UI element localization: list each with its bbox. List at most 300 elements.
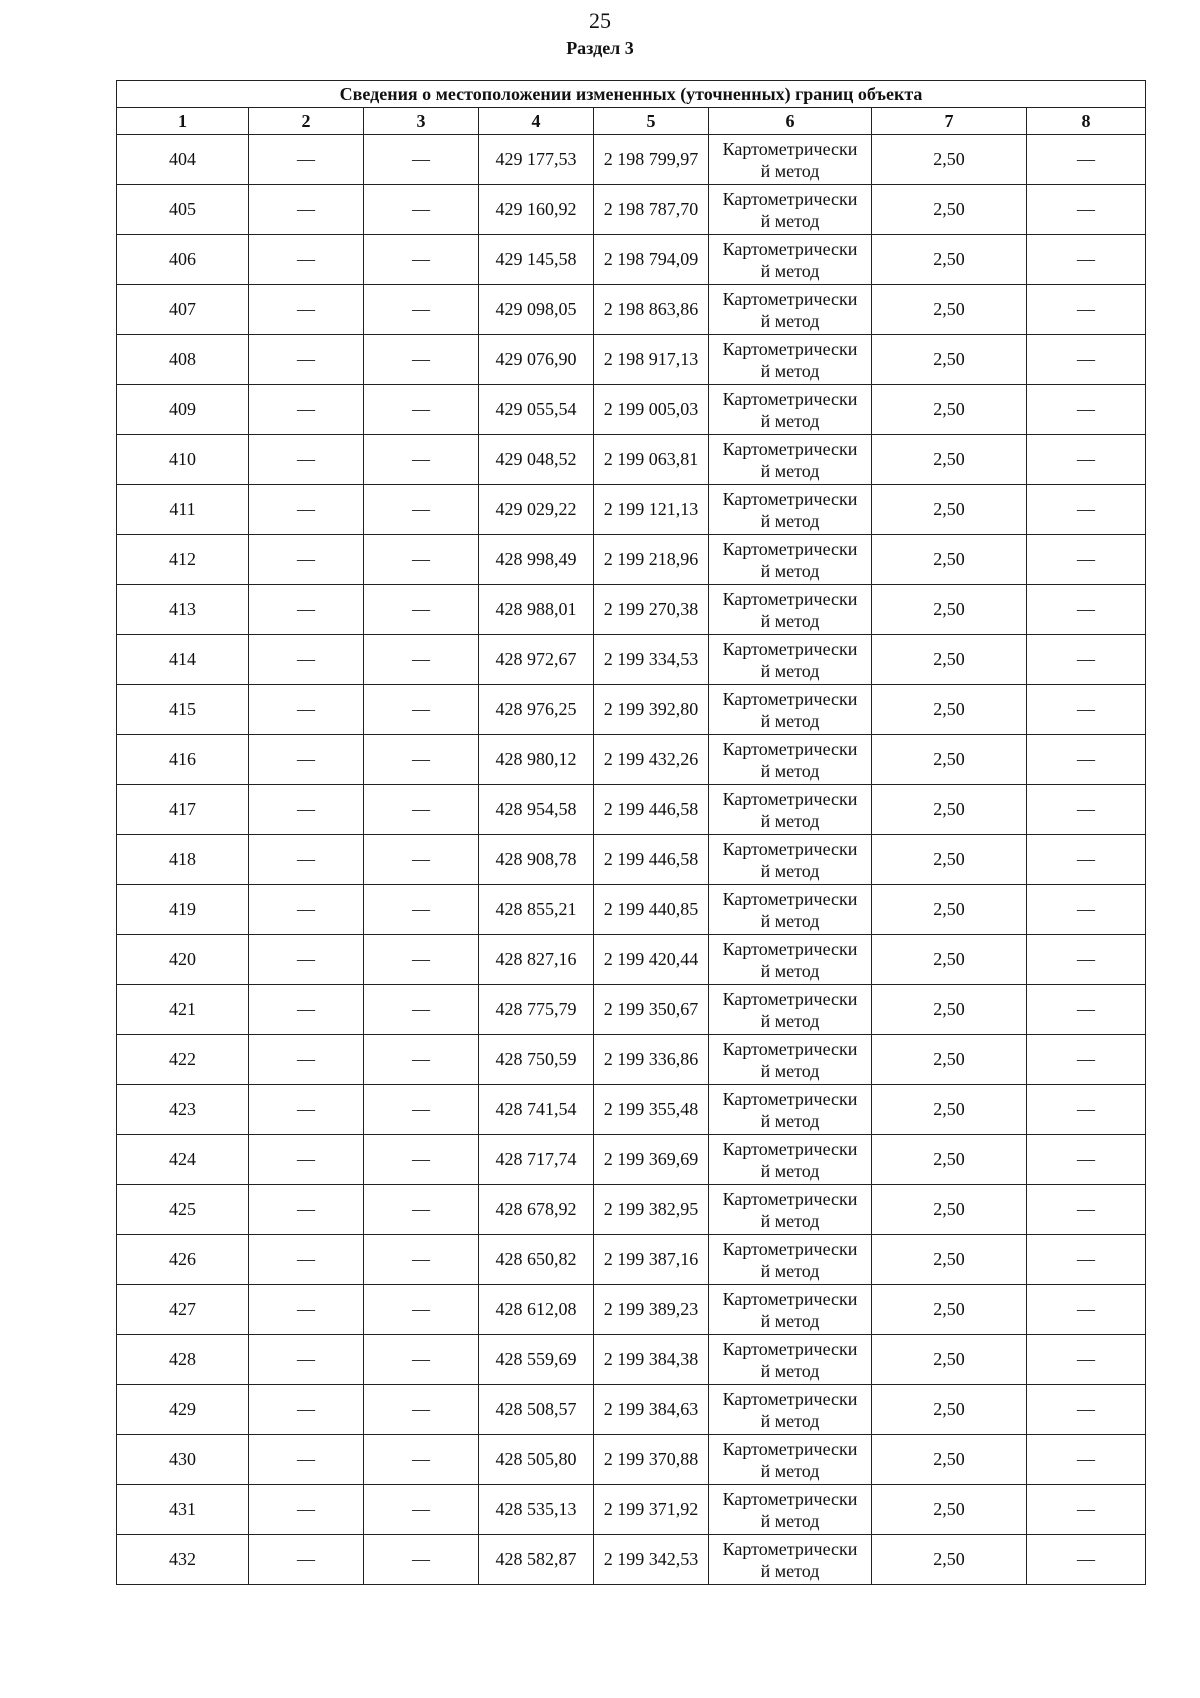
method-line-1: Картометрически [722, 438, 858, 459]
x-coordinate-cell: 429 145,58 [479, 235, 594, 285]
col2-cell: — [249, 735, 364, 785]
method-line-2: й метод [760, 710, 820, 731]
x-coordinate-cell: 429 160,92 [479, 185, 594, 235]
col2-cell: — [249, 835, 364, 885]
col2-cell: — [249, 1435, 364, 1485]
y-coordinate-cell: 2 199 384,63 [594, 1385, 709, 1435]
x-coordinate-cell: 429 048,52 [479, 435, 594, 485]
method-cell [709, 735, 872, 785]
col3-cell: — [364, 1335, 479, 1385]
point-number-cell: 405 [117, 185, 249, 235]
table-row [117, 235, 1146, 285]
col3-cell: — [364, 185, 479, 235]
accuracy-cell: 2,50 [872, 385, 1027, 435]
point-number-cell: 425 [117, 1185, 249, 1235]
method-line-1: Картометрически [722, 288, 858, 309]
y-coordinate-cell: 2 199 334,53 [594, 635, 709, 685]
col2-cell: — [249, 1135, 364, 1185]
col2-cell: — [249, 185, 364, 235]
col8-cell: — [1027, 785, 1146, 835]
col8-cell: — [1027, 1435, 1146, 1485]
col2-cell: — [249, 1485, 364, 1535]
method-line-1: Картометрически [722, 1488, 858, 1509]
col3-cell: — [364, 1035, 479, 1085]
col8-cell: — [1027, 635, 1146, 685]
accuracy-cell: 2,50 [872, 835, 1027, 885]
table-row [117, 435, 1146, 485]
y-coordinate-cell: 2 199 342,53 [594, 1535, 709, 1585]
x-coordinate-cell: 428 775,79 [479, 985, 594, 1035]
col8-cell: — [1027, 1285, 1146, 1335]
method-cell [709, 635, 872, 685]
y-coordinate-cell: 2 199 384,38 [594, 1335, 709, 1385]
table-row [117, 1135, 1146, 1185]
col2-cell: — [249, 1235, 364, 1285]
method-line-2: й метод [760, 1060, 820, 1081]
method-line-1: Картометрически [722, 1088, 858, 1109]
column-number-3: 3 [364, 108, 479, 135]
col3-cell: — [364, 235, 479, 285]
accuracy-cell: 2,50 [872, 285, 1027, 335]
method-line-2: й метод [760, 1110, 820, 1131]
y-coordinate-cell: 2 199 382,95 [594, 1185, 709, 1235]
col3-cell: — [364, 935, 479, 985]
method-line-2: й метод [760, 660, 820, 681]
col3-cell: — [364, 885, 479, 935]
y-coordinate-cell: 2 199 420,44 [594, 935, 709, 985]
method-cell [709, 1285, 872, 1335]
table-body [117, 135, 1146, 1585]
col8-cell: — [1027, 835, 1146, 885]
point-number-cell: 419 [117, 885, 249, 935]
method-cell [709, 1435, 872, 1485]
method-cell [709, 1335, 872, 1385]
x-coordinate-cell: 428 988,01 [479, 585, 594, 635]
col2-cell: — [249, 535, 364, 585]
point-number-cell: 407 [117, 285, 249, 335]
x-coordinate-cell: 429 098,05 [479, 285, 594, 335]
x-coordinate-cell: 428 717,74 [479, 1135, 594, 1185]
col3-cell: — [364, 485, 479, 535]
col8-cell: — [1027, 385, 1146, 435]
method-line-1: Картометрически [722, 138, 858, 159]
x-coordinate-cell: 428 750,59 [479, 1035, 594, 1085]
col8-cell: — [1027, 235, 1146, 285]
method-line-1: Картометрически [722, 1288, 858, 1309]
table-row [117, 135, 1146, 185]
col8-cell: — [1027, 1085, 1146, 1135]
y-coordinate-cell: 2 199 446,58 [594, 835, 709, 885]
method-line-2: й метод [760, 960, 820, 981]
method-cell [709, 335, 872, 385]
accuracy-cell: 2,50 [872, 985, 1027, 1035]
x-coordinate-cell: 428 972,67 [479, 635, 594, 685]
method-line-1: Картометрически [722, 1388, 858, 1409]
table-row [117, 585, 1146, 635]
accuracy-cell: 2,50 [872, 635, 1027, 685]
col2-cell: — [249, 335, 364, 385]
method-cell [709, 1185, 872, 1235]
column-number-1: 1 [117, 108, 249, 135]
method-line-2: й метод [760, 760, 820, 781]
section-title: Раздел 3 [566, 38, 634, 58]
x-coordinate-cell: 428 535,13 [479, 1485, 594, 1535]
col2-cell: — [249, 285, 364, 335]
col3-cell: — [364, 1535, 479, 1585]
point-number-cell: 431 [117, 1485, 249, 1535]
col3-cell: — [364, 785, 479, 835]
method-line-2: й метод [760, 1210, 820, 1231]
col8-cell: — [1027, 885, 1146, 935]
column-number-2: 2 [249, 108, 364, 135]
table-row [117, 1535, 1146, 1585]
method-cell [709, 135, 872, 185]
method-line-2: й метод [760, 360, 820, 381]
accuracy-cell: 2,50 [872, 935, 1027, 985]
x-coordinate-cell: 429 177,53 [479, 135, 594, 185]
point-number-cell: 424 [117, 1135, 249, 1185]
method-cell [709, 885, 872, 935]
table-row [117, 1485, 1146, 1535]
col2-cell: — [249, 1285, 364, 1335]
method-cell [709, 285, 872, 335]
method-line-1: Картометрически [722, 388, 858, 409]
y-coordinate-cell: 2 199 063,81 [594, 435, 709, 485]
col8-cell: — [1027, 1235, 1146, 1285]
method-cell [709, 1085, 872, 1135]
method-line-2: й метод [760, 1510, 820, 1531]
point-number-cell: 410 [117, 435, 249, 485]
col2-cell: — [249, 585, 364, 635]
col2-cell: — [249, 1085, 364, 1135]
x-coordinate-cell: 429 076,90 [479, 335, 594, 385]
boundary-coordinates-table [116, 80, 1146, 1585]
method-line-1: Картометрически [722, 938, 858, 959]
col8-cell: — [1027, 335, 1146, 385]
table-row [117, 1435, 1146, 1485]
col3-cell: — [364, 335, 479, 385]
column-number-5: 5 [594, 108, 709, 135]
method-line-2: й метод [760, 160, 820, 181]
accuracy-cell: 2,50 [872, 735, 1027, 785]
accuracy-cell: 2,50 [872, 1035, 1027, 1085]
point-number-cell: 404 [117, 135, 249, 185]
method-line-1: Картометрически [722, 338, 858, 359]
point-number-cell: 423 [117, 1085, 249, 1135]
col3-cell: — [364, 1385, 479, 1435]
x-coordinate-cell: 429 029,22 [479, 485, 594, 535]
table-row [117, 1335, 1146, 1385]
method-line-2: й метод [760, 510, 820, 531]
table-row [117, 1235, 1146, 1285]
point-number-cell: 420 [117, 935, 249, 985]
col8-cell: — [1027, 535, 1146, 585]
method-line-1: Картометрически [722, 838, 858, 859]
col2-cell: — [249, 935, 364, 985]
col2-cell: — [249, 1035, 364, 1085]
table-row [117, 385, 1146, 435]
accuracy-cell: 2,50 [872, 1185, 1027, 1235]
accuracy-cell: 2,50 [872, 435, 1027, 485]
accuracy-cell: 2,50 [872, 1285, 1027, 1335]
x-coordinate-cell: 428 954,58 [479, 785, 594, 835]
col8-cell: — [1027, 1185, 1146, 1235]
point-number-cell: 412 [117, 535, 249, 585]
method-cell [709, 535, 872, 585]
y-coordinate-cell: 2 199 432,26 [594, 735, 709, 785]
y-coordinate-cell: 2 199 350,67 [594, 985, 709, 1035]
method-line-1: Картометрически [722, 1438, 858, 1459]
col8-cell: — [1027, 485, 1146, 535]
column-number-7: 7 [872, 108, 1027, 135]
method-line-1: Картометрически [722, 988, 858, 1009]
method-cell [709, 435, 872, 485]
point-number-cell: 418 [117, 835, 249, 885]
method-cell [709, 485, 872, 535]
accuracy-cell: 2,50 [872, 885, 1027, 935]
point-number-cell: 406 [117, 235, 249, 285]
point-number-cell: 414 [117, 635, 249, 685]
x-coordinate-cell: 428 827,16 [479, 935, 594, 985]
col8-cell: — [1027, 185, 1146, 235]
col3-cell: — [364, 1285, 479, 1335]
y-coordinate-cell: 2 199 218,96 [594, 535, 709, 585]
x-coordinate-cell: 428 508,57 [479, 1385, 594, 1435]
col8-cell: — [1027, 1485, 1146, 1535]
point-number-cell: 421 [117, 985, 249, 1035]
col8-cell: — [1027, 1535, 1146, 1585]
method-cell [709, 1035, 872, 1085]
col8-cell: — [1027, 435, 1146, 485]
col8-cell: — [1027, 1035, 1146, 1085]
method-line-2: й метод [760, 860, 820, 881]
y-coordinate-cell: 2 199 270,38 [594, 585, 709, 635]
table-row [117, 285, 1146, 335]
method-cell [709, 785, 872, 835]
method-cell [709, 385, 872, 435]
method-cell [709, 1485, 872, 1535]
table-row [117, 735, 1146, 785]
col3-cell: — [364, 1135, 479, 1185]
table-row [117, 685, 1146, 735]
method-line-2: й метод [760, 1360, 820, 1381]
method-line-2: й метод [760, 1410, 820, 1431]
col3-cell: — [364, 985, 479, 1035]
x-coordinate-cell: 429 055,54 [479, 385, 594, 435]
accuracy-cell: 2,50 [872, 1435, 1027, 1485]
method-line-1: Картометрически [722, 188, 858, 209]
accuracy-cell: 2,50 [872, 1085, 1027, 1135]
col8-cell: — [1027, 1135, 1146, 1185]
x-coordinate-cell: 428 505,80 [479, 1435, 594, 1485]
method-line-1: Картометрически [722, 1038, 858, 1059]
col2-cell: — [249, 1535, 364, 1585]
col2-cell: — [249, 435, 364, 485]
point-number-cell: 408 [117, 335, 249, 385]
point-number-cell: 413 [117, 585, 249, 635]
col3-cell: — [364, 835, 479, 885]
col3-cell: — [364, 1185, 479, 1235]
y-coordinate-cell: 2 199 387,16 [594, 1235, 709, 1285]
y-coordinate-cell: 2 198 794,09 [594, 235, 709, 285]
accuracy-cell: 2,50 [872, 1235, 1027, 1285]
table-row [117, 1385, 1146, 1435]
method-line-1: Картометрически [722, 638, 858, 659]
table-row [117, 185, 1146, 235]
table-caption: Сведения о местоположении измененных (уточненных) границ объекта [117, 81, 1146, 108]
col8-cell: — [1027, 285, 1146, 335]
y-coordinate-cell: 2 199 440,85 [594, 885, 709, 935]
method-line-1: Картометрически [722, 1538, 858, 1559]
accuracy-cell: 2,50 [872, 1535, 1027, 1585]
method-line-2: й метод [760, 610, 820, 631]
method-line-1: Картометрически [722, 588, 858, 609]
method-cell [709, 1535, 872, 1585]
point-number-cell: 428 [117, 1335, 249, 1385]
table-row [117, 885, 1146, 935]
col2-cell: — [249, 385, 364, 435]
method-cell [709, 1235, 872, 1285]
col2-cell: — [249, 1385, 364, 1435]
y-coordinate-cell: 2 198 917,13 [594, 335, 709, 385]
col3-cell: — [364, 535, 479, 585]
col8-cell: — [1027, 685, 1146, 735]
point-number-cell: 432 [117, 1535, 249, 1585]
y-coordinate-cell: 2 199 355,48 [594, 1085, 709, 1135]
col8-cell: — [1027, 585, 1146, 635]
accuracy-cell: 2,50 [872, 235, 1027, 285]
table-row [117, 1285, 1146, 1335]
method-line-2: й метод [760, 1460, 820, 1481]
col3-cell: — [364, 135, 479, 185]
y-coordinate-cell: 2 198 863,86 [594, 285, 709, 335]
y-coordinate-cell: 2 198 799,97 [594, 135, 709, 185]
col2-cell: — [249, 685, 364, 735]
table-row [117, 985, 1146, 1035]
col8-cell: — [1027, 985, 1146, 1035]
point-number-cell: 409 [117, 385, 249, 435]
x-coordinate-cell: 428 678,92 [479, 1185, 594, 1235]
x-coordinate-cell: 428 980,12 [479, 735, 594, 785]
table-row [117, 1035, 1146, 1085]
col2-cell: — [249, 1335, 364, 1385]
accuracy-cell: 2,50 [872, 685, 1027, 735]
col8-cell: — [1027, 135, 1146, 185]
x-coordinate-cell: 428 650,82 [479, 1235, 594, 1285]
y-coordinate-cell: 2 198 787,70 [594, 185, 709, 235]
method-line-1: Картометрически [722, 488, 858, 509]
x-coordinate-cell: 428 582,87 [479, 1535, 594, 1585]
method-line-2: й метод [760, 260, 820, 281]
method-line-2: й метод [760, 910, 820, 931]
column-number-6: 6 [709, 108, 872, 135]
table-row [117, 935, 1146, 985]
column-number-8: 8 [1027, 108, 1146, 135]
method-line-1: Картометрически [722, 538, 858, 559]
col3-cell: — [364, 1485, 479, 1535]
method-line-1: Картометрически [722, 688, 858, 709]
method-line-2: й метод [760, 1160, 820, 1181]
method-line-2: й метод [760, 560, 820, 581]
method-cell [709, 1385, 872, 1435]
x-coordinate-cell: 428 976,25 [479, 685, 594, 735]
col2-cell: — [249, 1185, 364, 1235]
method-line-1: Картометрически [722, 1338, 858, 1359]
col3-cell: — [364, 585, 479, 635]
y-coordinate-cell: 2 199 336,86 [594, 1035, 709, 1085]
col8-cell: — [1027, 1385, 1146, 1435]
col3-cell: — [364, 285, 479, 335]
page-number: 25 [589, 8, 611, 33]
table-row [117, 635, 1146, 685]
accuracy-cell: 2,50 [872, 135, 1027, 185]
method-line-1: Картометрически [722, 1188, 858, 1209]
col3-cell: — [364, 685, 479, 735]
accuracy-cell: 2,50 [872, 335, 1027, 385]
col2-cell: — [249, 485, 364, 535]
method-cell [709, 585, 872, 635]
y-coordinate-cell: 2 199 369,69 [594, 1135, 709, 1185]
point-number-cell: 426 [117, 1235, 249, 1285]
point-number-cell: 416 [117, 735, 249, 785]
point-number-cell: 422 [117, 1035, 249, 1085]
col2-cell: — [249, 885, 364, 935]
method-line-2: й метод [760, 810, 820, 831]
col3-cell: — [364, 385, 479, 435]
method-line-1: Картометрически [722, 788, 858, 809]
method-line-1: Картометрически [722, 1238, 858, 1259]
method-cell [709, 685, 872, 735]
table-row [117, 1085, 1146, 1135]
accuracy-cell: 2,50 [872, 1485, 1027, 1535]
accuracy-cell: 2,50 [872, 485, 1027, 535]
method-line-1: Картометрически [722, 888, 858, 909]
x-coordinate-cell: 428 855,21 [479, 885, 594, 935]
table-row [117, 1185, 1146, 1235]
method-cell [709, 235, 872, 285]
col3-cell: — [364, 1235, 479, 1285]
column-number-4: 4 [479, 108, 594, 135]
method-cell [709, 985, 872, 1035]
col3-cell: — [364, 735, 479, 785]
method-line-2: й метод [760, 1560, 820, 1581]
table-row [117, 535, 1146, 585]
y-coordinate-cell: 2 199 392,80 [594, 685, 709, 735]
method-line-1: Картометрически [722, 1138, 858, 1159]
x-coordinate-cell: 428 559,69 [479, 1335, 594, 1385]
method-line-2: й метод [760, 460, 820, 481]
method-line-2: й метод [760, 1260, 820, 1281]
x-coordinate-cell: 428 998,49 [479, 535, 594, 585]
method-cell [709, 835, 872, 885]
col8-cell: — [1027, 935, 1146, 985]
col3-cell: — [364, 1085, 479, 1135]
col2-cell: — [249, 785, 364, 835]
method-line-1: Картометрически [722, 738, 858, 759]
col3-cell: — [364, 635, 479, 685]
col3-cell: — [364, 435, 479, 485]
table-row [117, 485, 1146, 535]
point-number-cell: 411 [117, 485, 249, 535]
method-line-2: й метод [760, 310, 820, 331]
y-coordinate-cell: 2 199 371,92 [594, 1485, 709, 1535]
method-line-2: й метод [760, 410, 820, 431]
col2-cell: — [249, 635, 364, 685]
method-line-2: й метод [760, 1310, 820, 1331]
method-line-2: й метод [760, 210, 820, 231]
y-coordinate-cell: 2 199 446,58 [594, 785, 709, 835]
point-number-cell: 417 [117, 785, 249, 835]
